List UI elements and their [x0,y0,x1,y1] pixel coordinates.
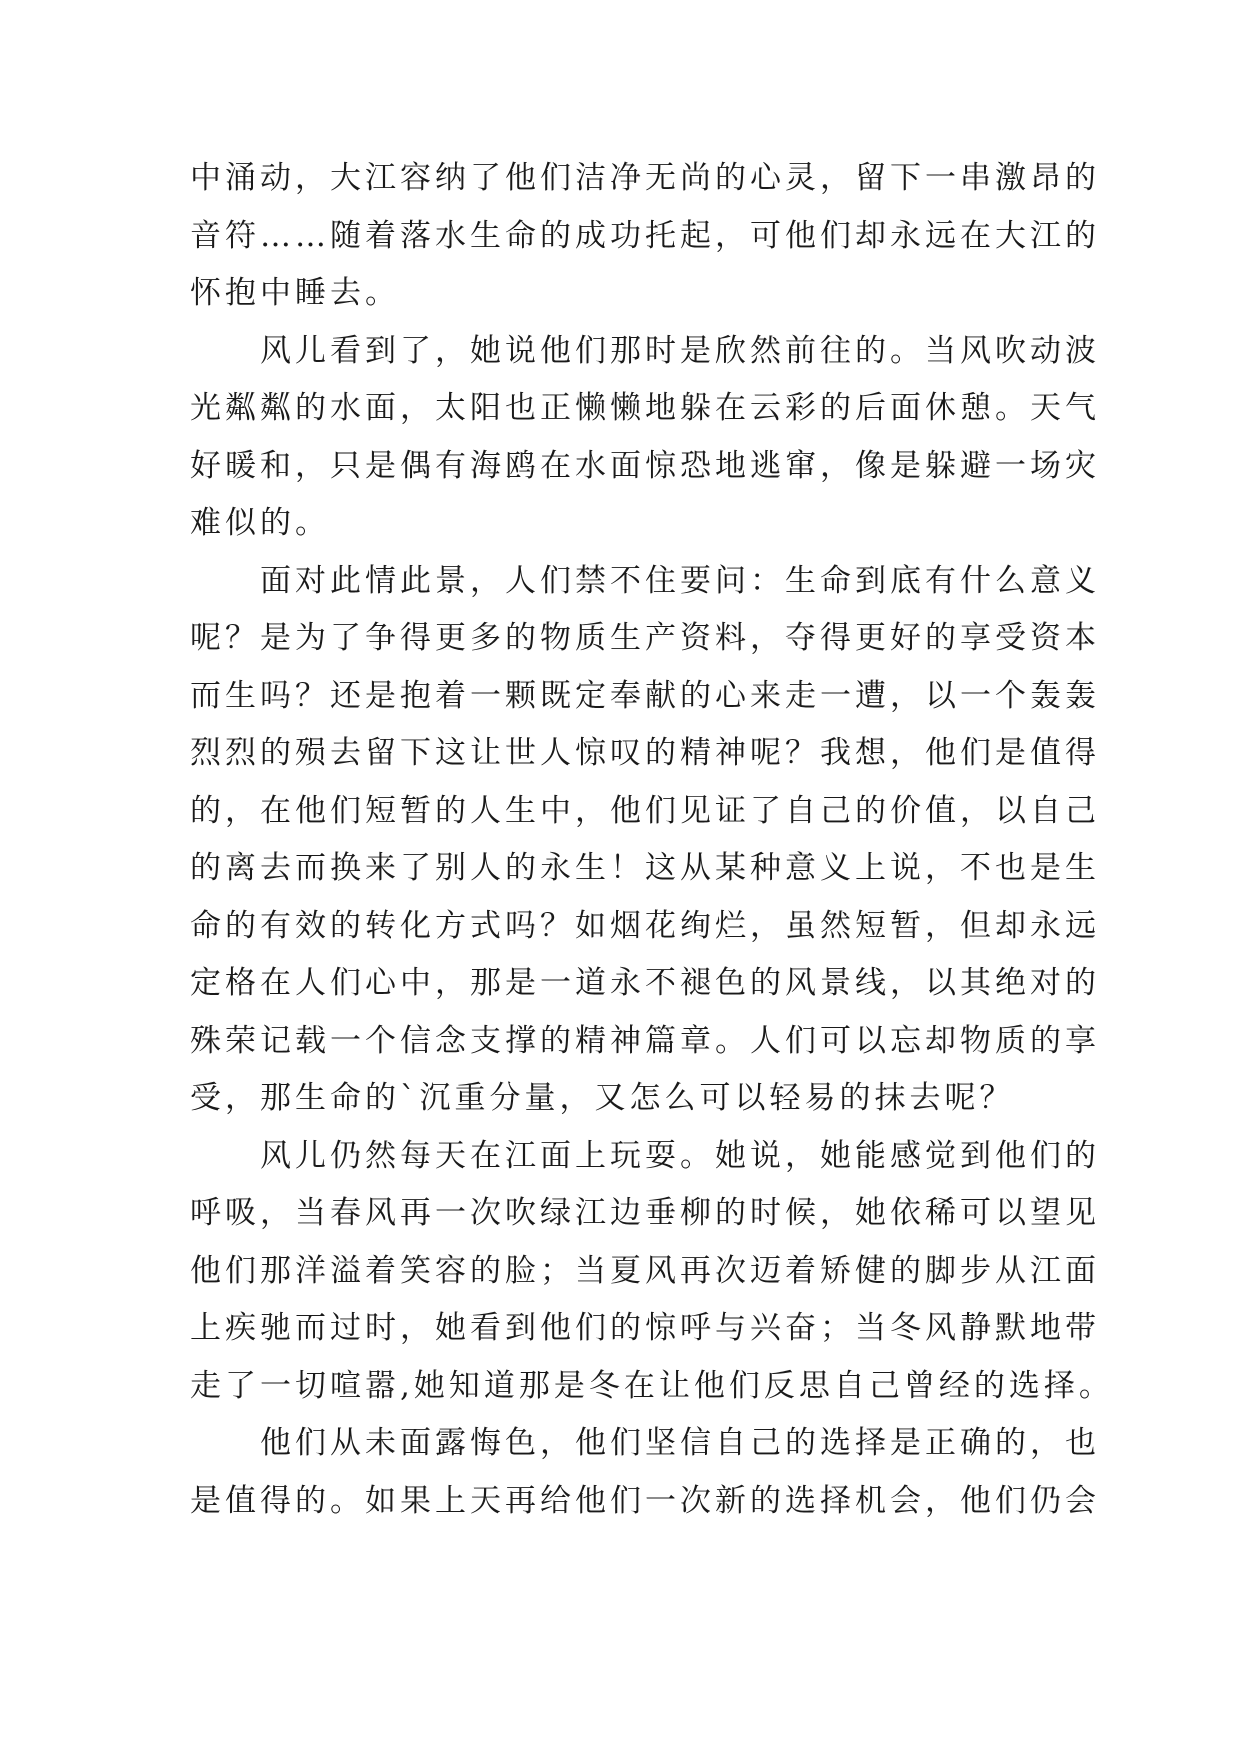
paragraph-first-line: 风儿看到了，她说他们那时是欣然前往的。当风吹动波 [260,332,1100,369]
text-line: 怀抱中睡去。 [190,275,400,311]
text-line: 走了一切喧嚣,她知道那是冬在让他们反思自己曾经的选择。 [190,1367,1114,1404]
paragraph-first-line: 面对此情此景，人们禁不住要问：生命到底有什么意义 [260,562,1100,599]
paragraph-first-line: 风儿仍然每天在江面上玩耍。她说，她能感觉到他们的 [260,1137,1100,1174]
text-line: 呢？是为了争得更多的物质生产资料，夺得更好的享受资本 [190,620,1100,656]
text-line: 上疾驰而过时，她看到他们的惊呼与兴奋；当冬风静默地带 [190,1310,1100,1346]
paragraph-first-line: 他们从未面露悔色，他们坚信自己的选择是正确的，也 [260,1425,1100,1461]
text-line: 殊荣记载一个信念支撑的精神篇章。人们可以忘却物质的享 [190,1022,1100,1059]
text-line: 烈烈的殒去留下这让世人惊叹的精神呢？我想，他们是值得 [190,735,1100,771]
text-line: 中涌动，大江容纳了他们洁净无尚的心灵，留下一串激昂的 [190,160,1100,196]
text-line: 命的有效的转化方式吗？如烟花绚烂，虽然短暂，但却永远 [190,907,1100,944]
text-line: 的，在他们短暂的人生中，他们见证了自己的价值，以自己 [190,792,1100,829]
text-line: 受，那生命的`沉重分量，又怎么可以轻易的抹去呢？ [190,1080,1015,1116]
text-line: 而生吗？还是抱着一颗既定奉献的心来走一遭，以一个轰轰 [190,677,1100,714]
text-line: 他们那洋溢着笑容的脸；当夏风再次迈着矫健的脚步从江面 [190,1252,1100,1289]
text-line: 光粼粼的水面，太阳也正懒懒地躲在云彩的后面休憩。天气 [190,390,1100,426]
text-line: 的离去而换来了别人的永生！这从某种意义上说，不也是生 [190,850,1100,886]
text-line: 难似的。 [190,505,330,541]
text-line: 好暖和，只是偶有海鸥在水面惊恐地逃窜，像是躲避一场灾 [190,447,1100,484]
text-line: 定格在人们心中，那是一道永不褪色的风景线，以其绝对的 [190,965,1100,1001]
text-line: 呼吸，当春风再一次吹绿江边垂柳的时候，她依稀可以望见 [190,1195,1100,1231]
text-line: 音符……随着落水生命的成功托起，可他们却永远在大江的 [190,217,1100,254]
text-line: 是值得的。如果上天再给他们一次新的选择机会，他们仍会 [190,1482,1100,1519]
body-text [190,150,1114,1530]
